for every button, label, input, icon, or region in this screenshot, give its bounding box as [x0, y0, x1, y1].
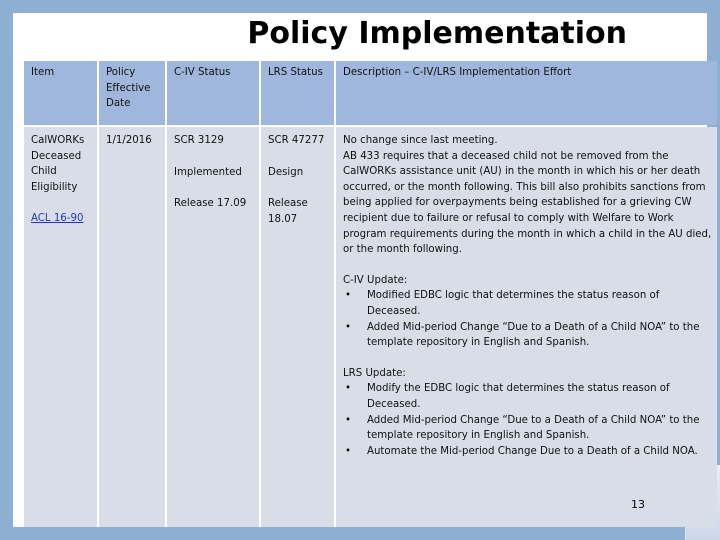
list-item: • Added Mid-period Change “Due to a Death of a Child NOA” to the template repository in English and Spanish.	[343, 413, 712, 444]
header-policy-date: Policy Effective Date	[99, 61, 165, 125]
description-cell	[336, 127, 717, 527]
civ-release: Release 17.09	[174, 198, 247, 210]
list-item: • Modified EDBC logic that determines the status reason of Deceased.	[343, 288, 712, 319]
lrs-status-cell	[261, 127, 334, 527]
civ-scr: SCR 3129	[174, 135, 224, 146]
lrs-status: Design	[268, 166, 304, 178]
page-number: 13	[631, 498, 645, 511]
civ-update-title: C-IV Update:	[343, 274, 408, 286]
page-title: Policy Implementation	[247, 16, 627, 51]
table-row	[24, 127, 717, 527]
header-description: Description – C-IV/LRS Implementation Effort	[336, 61, 717, 125]
lrs-update-list	[343, 381, 712, 459]
description-intro: No change since last meeting.	[343, 135, 498, 146]
list-item: • Added Mid-period Change “Due to a Death of a Child NOA” to the template repository in English and Spanish.	[343, 320, 712, 351]
header-civ-status: C-IV Status	[167, 61, 259, 125]
list-item: • Automate the Mid-period Change Due to a Death of a Child NOA.	[343, 444, 712, 460]
civ-status: Implemented	[174, 166, 242, 178]
item-cell	[24, 127, 97, 527]
lrs-scr: SCR 47277	[268, 135, 325, 146]
header-item: Item	[24, 61, 97, 125]
item-name: CalWORKs Deceased Child Eligibility	[31, 135, 85, 193]
list-item: • Modify the EDBC logic that determines the status reason of Deceased.	[343, 381, 712, 412]
lrs-release: Release 18.07	[268, 198, 308, 225]
policy-table	[24, 61, 717, 527]
civ-status-cell	[167, 127, 259, 527]
header-lrs-status: LRS Status	[261, 61, 334, 125]
lrs-update-title: LRS Update:	[343, 367, 406, 379]
acl-link[interactable]: ACL 16-90	[31, 213, 84, 225]
policy-date-cell: 1/1/2016	[99, 127, 165, 527]
slide	[13, 13, 712, 527]
table-header-row	[24, 61, 717, 125]
description-body: AB 433 requires that a deceased child not be removed from the CalWORKs assistance unit (AU) in the month in which his or her death occurred, or the month following. This bill also prohibits sanctions from being applied for overpayments being established for a grieving CW recipient due to failure or refusal to comply with Welfare to Work program requirements during the month in which a child in the AU died, or the month following.	[343, 150, 712, 256]
civ-update-list	[343, 288, 712, 350]
